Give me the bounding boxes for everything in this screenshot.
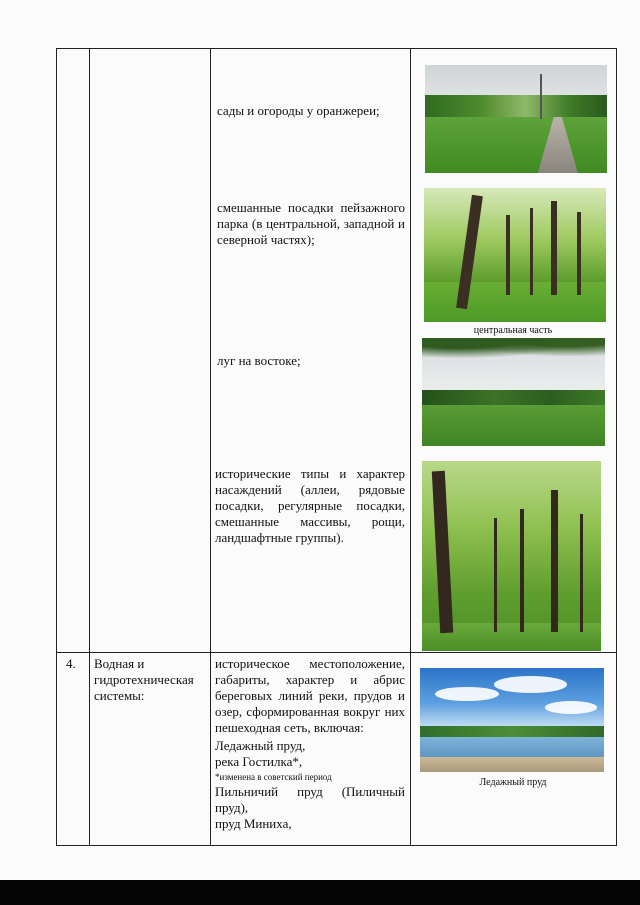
item-text-historic-plantings: исторические типы и характер насаждений (аллеи, рядовые посадки, регулярные посадки, смешанные массивы, рощи, ландшафтные группы). <box>215 466 405 545</box>
water-list <box>215 738 405 832</box>
row-name: Водная и гидротехническая системы: <box>94 656 194 703</box>
photo-caption-pond: Ледажный пруд <box>479 777 547 788</box>
list-item: Ледажный пруд, <box>215 738 306 753</box>
item-text-mixed-plantings: смешанные посадки пейзажного парка (в центральной, западной и северной частях); <box>217 200 405 247</box>
item-text-gardens: сады и огороды у оранжереи; <box>217 103 380 118</box>
col-border-left <box>56 48 57 846</box>
col-border-right <box>616 48 617 846</box>
list-item: пруд Миниха, <box>215 816 292 831</box>
photo-alley-trees <box>422 461 601 651</box>
photo-caption-central: центральная часть <box>473 325 553 336</box>
row-divider <box>56 652 617 653</box>
photo-gardens <box>425 65 607 173</box>
table-bottom-border <box>56 845 617 846</box>
scan-bottom-edge <box>0 880 640 905</box>
list-item: Пильничий пруд (Пиличный пруд), <box>215 784 405 815</box>
row-number: 4. <box>66 656 76 671</box>
col-border-2 <box>210 48 211 846</box>
footnote: *изменена в советский период <box>215 772 332 782</box>
photo-central-part <box>424 188 606 322</box>
photo-meadow <box>422 338 605 446</box>
photo-ledazhny-pond <box>420 668 604 772</box>
table-top-border <box>56 48 617 49</box>
row-description <box>215 656 405 736</box>
col-border-1 <box>89 48 90 846</box>
item-text-meadow: луг на востоке; <box>217 353 301 368</box>
water-system-description: историческое местоположение, габариты, характер и абрис береговых линий реки, прудов и озер, сформированная вокруг них пешеходная сеть, включая: <box>215 656 405 735</box>
col-border-3 <box>410 48 411 846</box>
list-item: река Гостилка*, <box>215 754 303 769</box>
